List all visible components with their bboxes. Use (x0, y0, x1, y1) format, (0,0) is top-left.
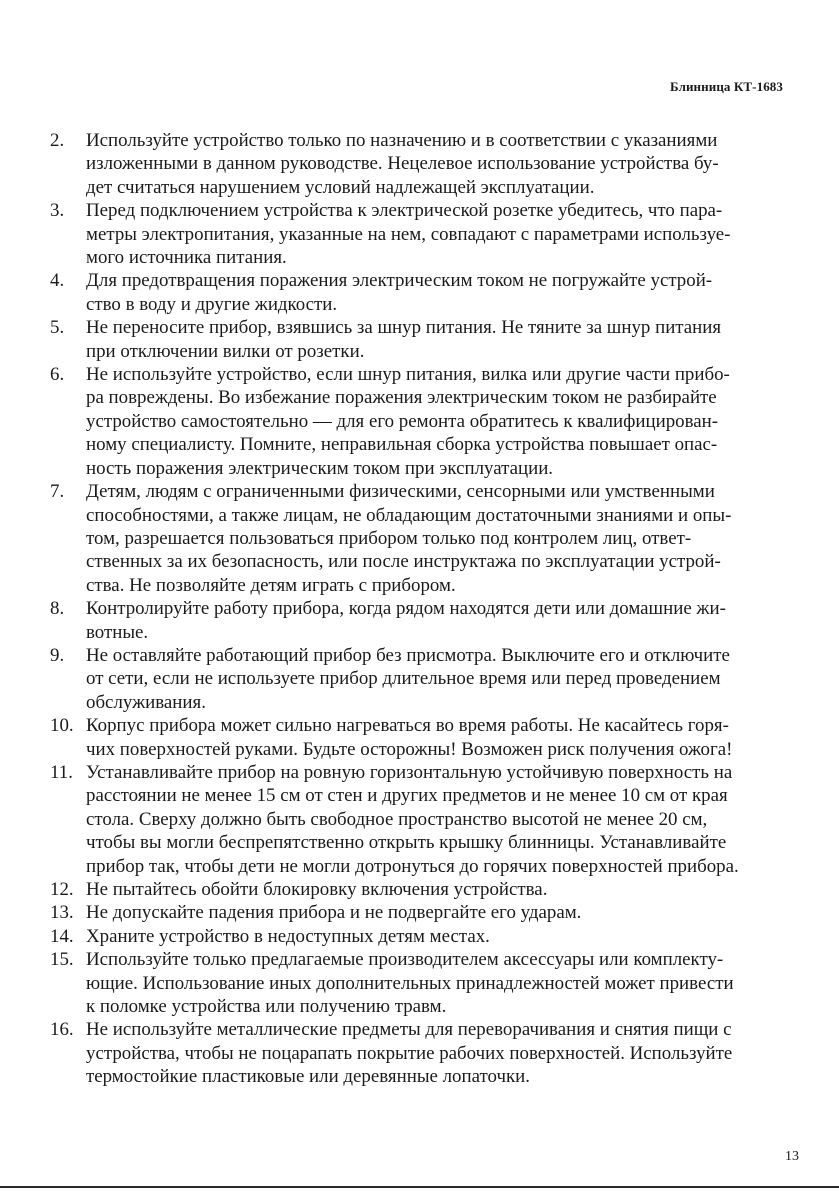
item-number: 4. (50, 270, 65, 292)
item-number: 3. (50, 200, 65, 222)
list-item (48, 644, 778, 714)
list-item (48, 761, 778, 878)
item-text: Не пытайтесь обойти блокировку включения устройства. (86, 879, 548, 900)
item-number: 8. (50, 598, 65, 620)
list-item (48, 925, 778, 948)
item-number: 2. (50, 130, 65, 151)
list-item (48, 269, 778, 316)
item-number: 15. (50, 949, 74, 971)
bottom-rule (0, 1186, 839, 1188)
item-text: Устанавливайте прибор на ровную горизонтальную устойчивую поверхность на расстоянии не менее 15 см от стен и других предметов и не менее 10 см от края стола. Сверху должно быть свободное пространство высотой не менее 20 см, чтобы вы могли беспрепятственно открыть крышку блинницы. Устанавливайте прибор так, чтобы дети не могли дотронуться до горячих поверхностей прибора. (86, 761, 739, 877)
item-number: 7. (50, 481, 65, 503)
running-header: Блинница КТ-1683 (670, 79, 783, 94)
item-text: Не переносите прибор, взявшись за шнур питания. Не тяните за шнур питания при отключении вилки от розетки. (86, 317, 722, 362)
item-text: Корпус прибора может сильно нагреваться во время работы. Не касайтесь горя- чих поверхностей руками. Будьте осторожны! Возможен риск получения ожога! (86, 715, 733, 760)
item-text: Перед подключением устройства к электрической розетке убедитесь, что пара- метры электропитания, указанные на нем, совпадают с параметрами используе- мого источника питания. (86, 200, 731, 269)
item-text: Не оставляйте работающий прибор без присмотра. Выключите его и отключите от сети, если не используете прибор длительное время или перед проведением обслуживания. (86, 644, 730, 713)
item-text: Храните устройство в недоступных детям местах. (86, 925, 490, 947)
item-text: Используйте только предлагаемые производителем аксессуары или комплекту- ющие. Использование иных дополнительных принадлежностей может привести к поломке устройства или получению травм. (86, 949, 734, 1018)
item-text: Для предотвращения поражения электрическим током не погружайте устрой- ство в воду и другие жидкости. (86, 270, 713, 315)
item-number: 5. (50, 317, 65, 339)
list-item (48, 597, 778, 644)
list-item (48, 1018, 778, 1088)
item-text: Не используйте металлические предметы для переворачивания и снятия пищи с устройства, чтобы не поцарапать покрытие рабочих поверхностей. Используйте термостойкие пластиковые или деревянные лопаточки. (86, 1019, 733, 1088)
list-item (48, 480, 778, 597)
item-text: Не используйте устройство, если шнур питания, вилка или другие части прибо- ра повреждены. Во избежание поражения электрическим током не разбирайте устройство самостоятельно — для его ремонта обратитесь к квалифицирован- ному специалисту. Помните, неправильная сборка устройства повышает опас- ность поражения электрическим током при эксплуатации. (86, 364, 730, 479)
item-number: 10. (50, 715, 74, 737)
item-text: Используйте устройство только по назначению и в соответствии с указаниями изложенными в данном руководстве. Нецелевое использование устройства бу- дет считаться нарушением условий надлежащей эксплуатации. (86, 130, 719, 198)
list-item (48, 714, 778, 761)
item-text: Не допускайте падения прибора и не подвергайте его ударам. (86, 902, 582, 924)
list-item (48, 901, 778, 924)
list-item (48, 878, 778, 901)
item-text: Контролируйте работу прибора, когда рядом находятся дети или домашние жи- вотные. (86, 598, 726, 643)
item-number: 16. (50, 1019, 74, 1041)
item-number: 11. (50, 761, 73, 783)
safety-instructions-list (48, 129, 778, 1089)
item-number: 9. (50, 644, 65, 666)
item-number: 14. (50, 925, 74, 947)
item-number: 13. (50, 902, 74, 924)
item-number: 12. (50, 879, 74, 900)
list-item (48, 129, 778, 199)
list-item (48, 363, 778, 480)
list-item (48, 948, 778, 1018)
item-number: 6. (50, 364, 65, 386)
page-number: 13 (785, 1149, 799, 1164)
item-text: Детям, людям с ограниченными физическими, сенсорными или умственными способностями, а также лицам, не обладающим достаточными знаниями и опы- том, разрешается пользоваться прибором только под контролем лиц, ответ- ственных за их безопасность, или после инструктажа по эксплуатации устрой- ства. Не позволяйте детям играть с прибором. (86, 481, 732, 596)
list-item (48, 316, 778, 363)
list-item (48, 199, 778, 269)
